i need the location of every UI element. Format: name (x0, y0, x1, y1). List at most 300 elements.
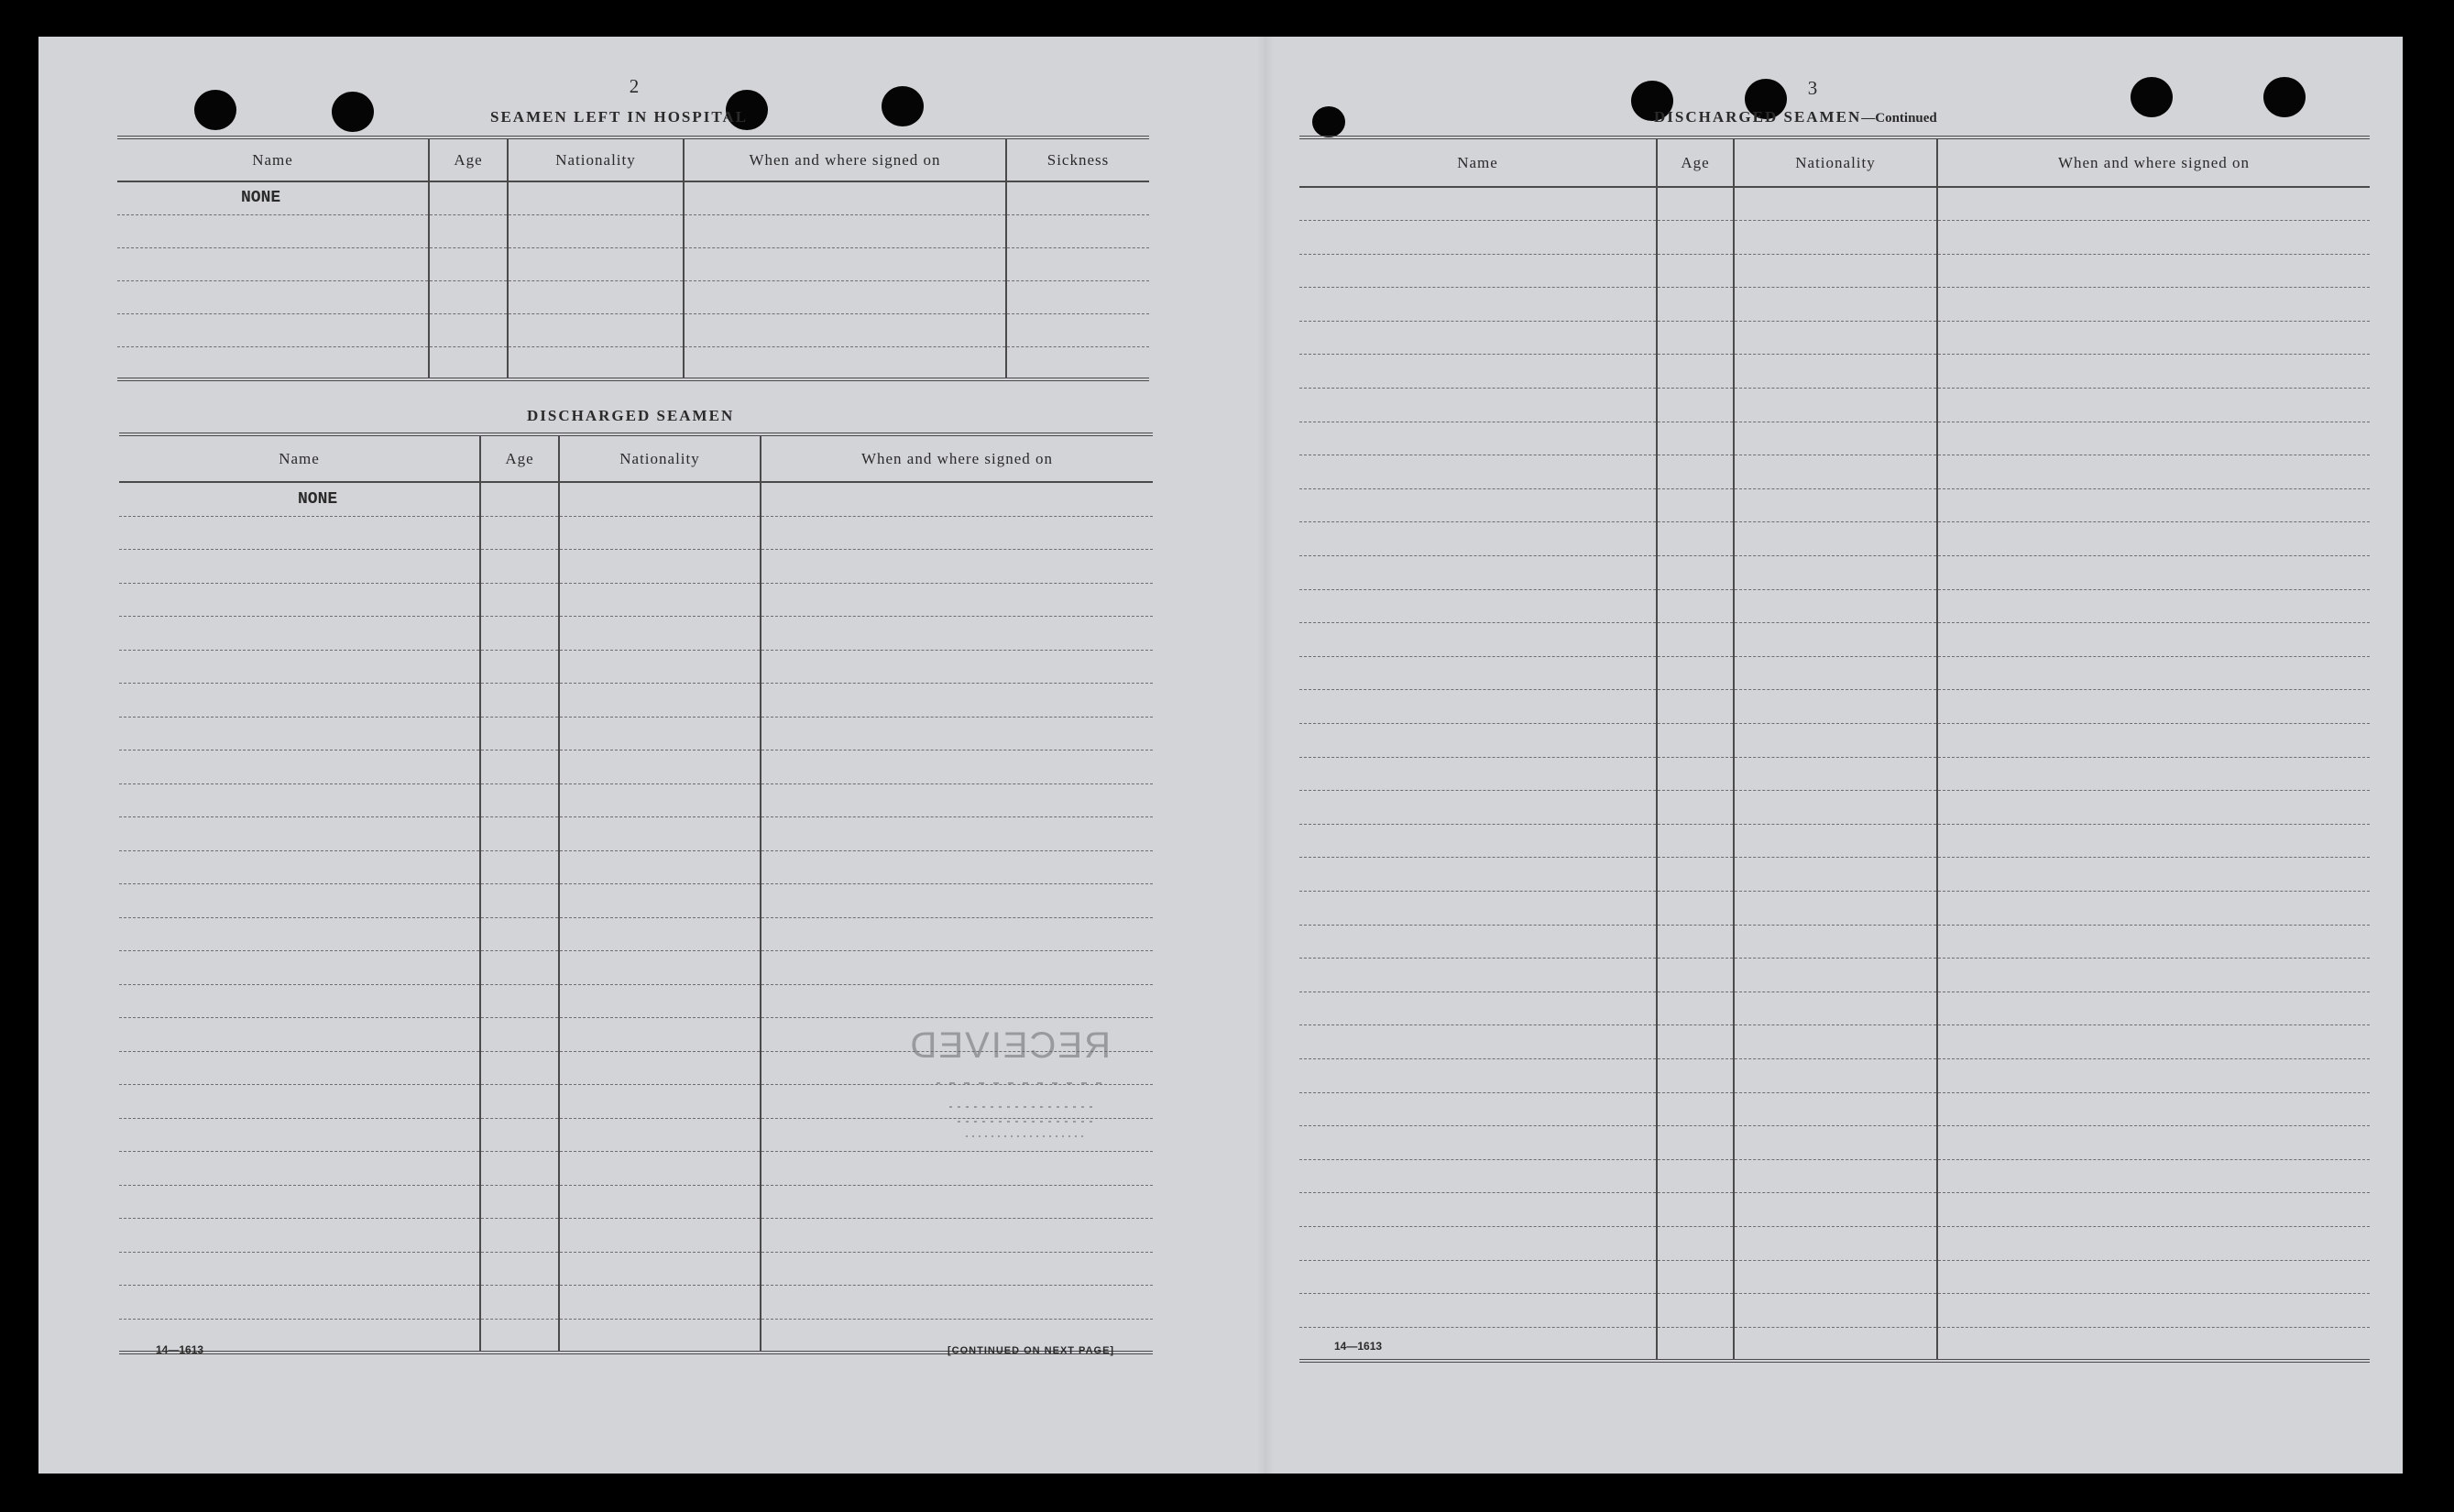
table-cell (1299, 757, 1657, 791)
table-cell (1937, 1025, 2370, 1059)
table-row (119, 1252, 1153, 1286)
table-cell (1734, 1092, 1937, 1126)
table-row (119, 751, 1153, 784)
table-cell (1299, 791, 1657, 825)
table-cell (119, 1051, 480, 1085)
table-cell (1734, 422, 1937, 455)
table-cell (1734, 1294, 1937, 1328)
table-cell (1299, 1058, 1657, 1092)
hospital-rows (117, 181, 1149, 379)
table-cell (119, 751, 480, 784)
table-cell (1006, 346, 1149, 379)
table-row (119, 650, 1153, 684)
table-cell (761, 817, 1153, 851)
table-cell (1299, 389, 1657, 422)
punch-hole (194, 90, 236, 130)
hospital-col-nationality: Nationality (508, 137, 684, 181)
table-cell (1657, 858, 1734, 892)
table-cell (1657, 623, 1734, 657)
table-cell (761, 617, 1153, 651)
table-cell (559, 617, 761, 651)
discharged-col-signed-on: When and where signed on (761, 434, 1153, 482)
table-cell (1937, 824, 2370, 858)
table-cell (684, 214, 1006, 247)
table-row (119, 1185, 1153, 1219)
hospital-entry-name: NONE (117, 181, 429, 214)
table-cell (684, 247, 1006, 280)
table-cell (1734, 891, 1937, 925)
table-cell (761, 650, 1153, 684)
table-cell (429, 313, 508, 346)
table-cell (1657, 824, 1734, 858)
table-cell (1299, 1226, 1657, 1260)
table-cell (1734, 389, 1937, 422)
table-row (117, 346, 1149, 379)
table-cell (1657, 321, 1734, 355)
table-row (117, 280, 1149, 313)
page-number-right: 3 (1807, 77, 1818, 99)
table-cell (761, 850, 1153, 884)
table-row (119, 917, 1153, 951)
page-number-left: 2 (629, 75, 640, 97)
table-cell (119, 550, 480, 584)
table-cell (1299, 522, 1657, 556)
table-cell (1937, 589, 2370, 623)
discharged-section-title: DISCHARGED SEAMEN (527, 407, 735, 424)
table-cell (684, 313, 1006, 346)
table-cell (1299, 1260, 1657, 1294)
table-cell (119, 717, 480, 751)
table-cell (1937, 1126, 2370, 1160)
table-row (1299, 623, 2370, 657)
punch-hole (332, 92, 374, 132)
table-cell (1937, 623, 2370, 657)
table-row (1299, 355, 2370, 389)
table-cell (1299, 1025, 1657, 1059)
table-cell (480, 717, 559, 751)
table-cell (1937, 1193, 2370, 1227)
table-row (1299, 221, 2370, 255)
table-cell (1734, 1126, 1937, 1160)
table-cell (119, 1252, 480, 1286)
table-cell (117, 346, 429, 379)
table-cell (119, 617, 480, 651)
table-cell (761, 984, 1153, 1018)
table-cell (1657, 959, 1734, 992)
table-cell (559, 817, 761, 851)
table-cell (1937, 389, 2370, 422)
table-cell (1734, 1327, 1937, 1361)
table-cell (1657, 1327, 1734, 1361)
table-cell (119, 516, 480, 550)
table-cell (761, 684, 1153, 718)
table-row (1299, 1226, 2370, 1260)
table-cell (480, 817, 559, 851)
table-cell (1299, 221, 1657, 255)
discharged-col-age: Age (480, 434, 559, 482)
continued-col-age: Age (1657, 137, 1734, 187)
table-cell (1734, 1058, 1937, 1092)
table-cell (1299, 187, 1657, 221)
table-cell (559, 783, 761, 817)
table-row (1299, 858, 2370, 892)
table-cell (559, 650, 761, 684)
table-cell (1299, 623, 1657, 657)
table-cell (1299, 656, 1657, 690)
table-cell (1299, 1092, 1657, 1126)
table-cell (1657, 187, 1734, 221)
table-cell (761, 550, 1153, 584)
table-cell (559, 516, 761, 550)
table-cell (119, 817, 480, 851)
table-cell (119, 783, 480, 817)
table-cell (559, 1085, 761, 1119)
table-cell (508, 214, 684, 247)
table-cell (1734, 724, 1937, 758)
table-cell (119, 1185, 480, 1219)
table-cell (684, 181, 1006, 214)
table-cell (480, 884, 559, 918)
table-cell (480, 951, 559, 985)
table-cell (1937, 858, 2370, 892)
table-cell (1657, 690, 1734, 724)
table-cell (559, 1018, 761, 1052)
table-cell (761, 1219, 1153, 1253)
table-cell (1937, 656, 2370, 690)
table-cell (119, 984, 480, 1018)
table-row (119, 717, 1153, 751)
table-cell (1299, 1193, 1657, 1227)
table-row (119, 951, 1153, 985)
stamp-graphic (909, 1019, 1120, 1156)
table-row (1299, 757, 2370, 791)
table-cell (1657, 389, 1734, 422)
table-cell (480, 1118, 559, 1152)
table-cell (117, 313, 429, 346)
table-cell (1734, 522, 1937, 556)
table-row (1299, 690, 2370, 724)
table-cell (559, 482, 761, 516)
table-cell (1657, 1193, 1734, 1227)
table-cell (119, 1018, 480, 1052)
table-cell (559, 550, 761, 584)
table-cell (1006, 313, 1149, 346)
table-cell (1657, 522, 1734, 556)
table-cell (1734, 690, 1937, 724)
table-cell (1299, 858, 1657, 892)
table-row (117, 313, 1149, 346)
table-cell (1734, 254, 1937, 288)
hospital-col-name: Name (117, 137, 429, 181)
table-cell (559, 583, 761, 617)
table-cell (761, 783, 1153, 817)
table-cell (480, 482, 559, 516)
table-cell (480, 850, 559, 884)
table-cell (559, 751, 761, 784)
table-cell (1937, 556, 2370, 590)
table-cell (1734, 992, 1937, 1025)
table-cell (1937, 1327, 2370, 1361)
continued-note: [CONTINUED ON NEXT PAGE] (948, 1345, 1115, 1356)
form-code-left: 14—1613 (156, 1343, 204, 1356)
table-cell (1734, 1025, 1937, 1059)
table-cell (480, 684, 559, 718)
table-cell (1937, 959, 2370, 992)
continued-col-signed-on: When and where signed on (1937, 137, 2370, 187)
table-cell (117, 214, 429, 247)
table-row (117, 214, 1149, 247)
table-cell (761, 1286, 1153, 1320)
table-cell (1299, 488, 1657, 522)
page-fold (1257, 37, 1274, 1474)
table-row (119, 1286, 1153, 1320)
table-cell (1657, 1159, 1734, 1193)
table-cell (1299, 824, 1657, 858)
table-cell (119, 650, 480, 684)
table-row (1299, 791, 2370, 825)
table-row (1299, 656, 2370, 690)
table-cell (1734, 623, 1937, 657)
table-row (1299, 992, 2370, 1025)
table-cell (1937, 1159, 2370, 1193)
punch-hole (1312, 106, 1345, 137)
form-sheet (38, 37, 2403, 1474)
table-cell (1657, 791, 1734, 825)
table-cell (1657, 656, 1734, 690)
table-row (119, 482, 1153, 516)
table-cell (1937, 254, 2370, 288)
table-cell (480, 783, 559, 817)
hospital-col-signed-on: When and where signed on (684, 137, 1006, 181)
table-cell (1657, 221, 1734, 255)
table-cell (1657, 288, 1734, 322)
table-cell (559, 684, 761, 718)
table-row (1299, 1159, 2370, 1193)
table-cell (1937, 724, 2370, 758)
table-cell (761, 1185, 1153, 1219)
hospital-col-age: Age (429, 137, 508, 181)
table-cell (761, 717, 1153, 751)
table-cell (1734, 1193, 1937, 1227)
table-cell (429, 181, 508, 214)
table-cell (684, 346, 1006, 379)
table-cell (1937, 1058, 2370, 1092)
table-cell (1937, 522, 2370, 556)
punch-hole (882, 86, 924, 126)
discharged-continued-title-text: DISCHARGED SEAMEN (1654, 108, 1862, 126)
discharged-col-name: Name (119, 434, 480, 482)
table-cell (559, 1286, 761, 1320)
table-cell (761, 951, 1153, 985)
table-cell (1006, 214, 1149, 247)
table-cell (761, 917, 1153, 951)
punch-hole (2131, 77, 2173, 117)
table-cell (559, 884, 761, 918)
table-cell (1299, 288, 1657, 322)
table-cell (480, 1219, 559, 1253)
table-row (1299, 824, 2370, 858)
table-cell (1657, 1025, 1734, 1059)
table-cell (480, 617, 559, 651)
table-cell (1937, 891, 2370, 925)
table-cell (1937, 221, 2370, 255)
continued-col-name: Name (1299, 137, 1657, 187)
table-cell (1657, 422, 1734, 455)
table-cell (119, 1152, 480, 1186)
table-row (119, 884, 1153, 918)
table-row (1299, 1260, 2370, 1294)
table-cell (1937, 288, 2370, 322)
table-cell (1299, 724, 1657, 758)
table-row (117, 247, 1149, 280)
table-cell (119, 850, 480, 884)
table-cell (559, 1252, 761, 1286)
discharged-continued-title (1654, 108, 1937, 126)
table-row (1299, 488, 2370, 522)
punch-hole (2263, 77, 2306, 117)
table-cell (1299, 925, 1657, 959)
table-cell (429, 346, 508, 379)
table-cell (1657, 1058, 1734, 1092)
table-cell (1734, 925, 1937, 959)
hospital-section-title: SEAMEN LEFT IN HOSPITAL (490, 108, 749, 126)
discharged-continued-table (1299, 136, 2370, 1363)
table-cell (119, 1219, 480, 1253)
table-cell (1734, 488, 1937, 522)
table-cell (761, 1252, 1153, 1286)
table-cell (559, 1185, 761, 1219)
table-cell (119, 1085, 480, 1119)
table-cell (761, 583, 1153, 617)
hospital-table (117, 136, 1149, 381)
table-cell (480, 1051, 559, 1085)
table-cell (559, 717, 761, 751)
table-cell (1006, 181, 1149, 214)
table-cell (1299, 690, 1657, 724)
table-row (117, 181, 1149, 214)
table-cell (559, 1051, 761, 1085)
table-cell (429, 247, 508, 280)
table-cell (508, 181, 684, 214)
table-cell (1299, 589, 1657, 623)
table-cell (1734, 321, 1937, 355)
table-cell (1657, 757, 1734, 791)
table-cell (1657, 724, 1734, 758)
table-cell (1734, 858, 1937, 892)
table-cell (1937, 355, 2370, 389)
discharged-col-nationality: Nationality (559, 434, 761, 482)
table-cell (1299, 355, 1657, 389)
table-row (119, 583, 1153, 617)
discharged-entry-name: NONE (119, 482, 480, 516)
table-cell (761, 751, 1153, 784)
table-cell (117, 247, 429, 280)
table-cell (559, 1152, 761, 1186)
table-cell (1937, 690, 2370, 724)
table-cell (1734, 455, 1937, 489)
table-row (1299, 1193, 2370, 1227)
table-cell (1734, 656, 1937, 690)
table-cell (1734, 221, 1937, 255)
table-cell (1299, 1126, 1657, 1160)
table-cell (117, 280, 429, 313)
table-row (1299, 187, 2370, 221)
table-row (1299, 1327, 2370, 1361)
table-cell (119, 917, 480, 951)
table-cell (1006, 247, 1149, 280)
table-cell (119, 951, 480, 985)
table-cell (1937, 1294, 2370, 1328)
table-cell (1937, 321, 2370, 355)
table-cell (1299, 321, 1657, 355)
table-cell (1657, 925, 1734, 959)
table-cell (119, 1118, 480, 1152)
table-row (1299, 1092, 2370, 1126)
table-cell (1657, 992, 1734, 1025)
table-cell (1657, 488, 1734, 522)
table-cell (1734, 556, 1937, 590)
table-cell (480, 1018, 559, 1052)
table-row (119, 1219, 1153, 1253)
svg-text:RECEIVED: RECEIVED (909, 1025, 1111, 1066)
table-row (119, 783, 1153, 817)
table-cell (1657, 1226, 1734, 1260)
table-row (1299, 925, 2370, 959)
table-cell (1657, 1260, 1734, 1294)
table-cell (480, 751, 559, 784)
table-cell (1937, 455, 2370, 489)
table-row (1299, 1294, 2370, 1328)
table-cell (119, 1286, 480, 1320)
table-cell (1937, 992, 2370, 1025)
table-row (119, 617, 1153, 651)
table-cell (1299, 1159, 1657, 1193)
table-cell (1734, 355, 1937, 389)
table-cell (480, 1319, 559, 1353)
table-cell (1657, 891, 1734, 925)
table-cell (761, 516, 1153, 550)
table-cell (119, 884, 480, 918)
table-cell (559, 1219, 761, 1253)
continued-suffix: —Continued (1861, 111, 1937, 126)
table-cell (1937, 757, 2370, 791)
table-cell (480, 984, 559, 1018)
table-cell (684, 280, 1006, 313)
table-cell (1657, 1092, 1734, 1126)
table-cell (119, 684, 480, 718)
table-cell (1657, 1126, 1734, 1160)
table-cell (559, 850, 761, 884)
received-stamp (909, 1019, 1120, 1156)
table-row (1299, 422, 2370, 455)
table-cell (1299, 556, 1657, 590)
table-row (1299, 724, 2370, 758)
table-cell (1937, 422, 2370, 455)
table-cell (1734, 1159, 1937, 1193)
table-cell (559, 984, 761, 1018)
table-row (119, 516, 1153, 550)
table-cell (429, 280, 508, 313)
table-cell (1734, 288, 1937, 322)
table-row (1299, 254, 2370, 288)
table-cell (1937, 488, 2370, 522)
table-cell (1657, 556, 1734, 590)
table-cell (1937, 1092, 2370, 1126)
table-cell (1299, 422, 1657, 455)
table-row (1299, 1126, 2370, 1160)
table-cell (480, 583, 559, 617)
table-cell (1657, 1294, 1734, 1328)
